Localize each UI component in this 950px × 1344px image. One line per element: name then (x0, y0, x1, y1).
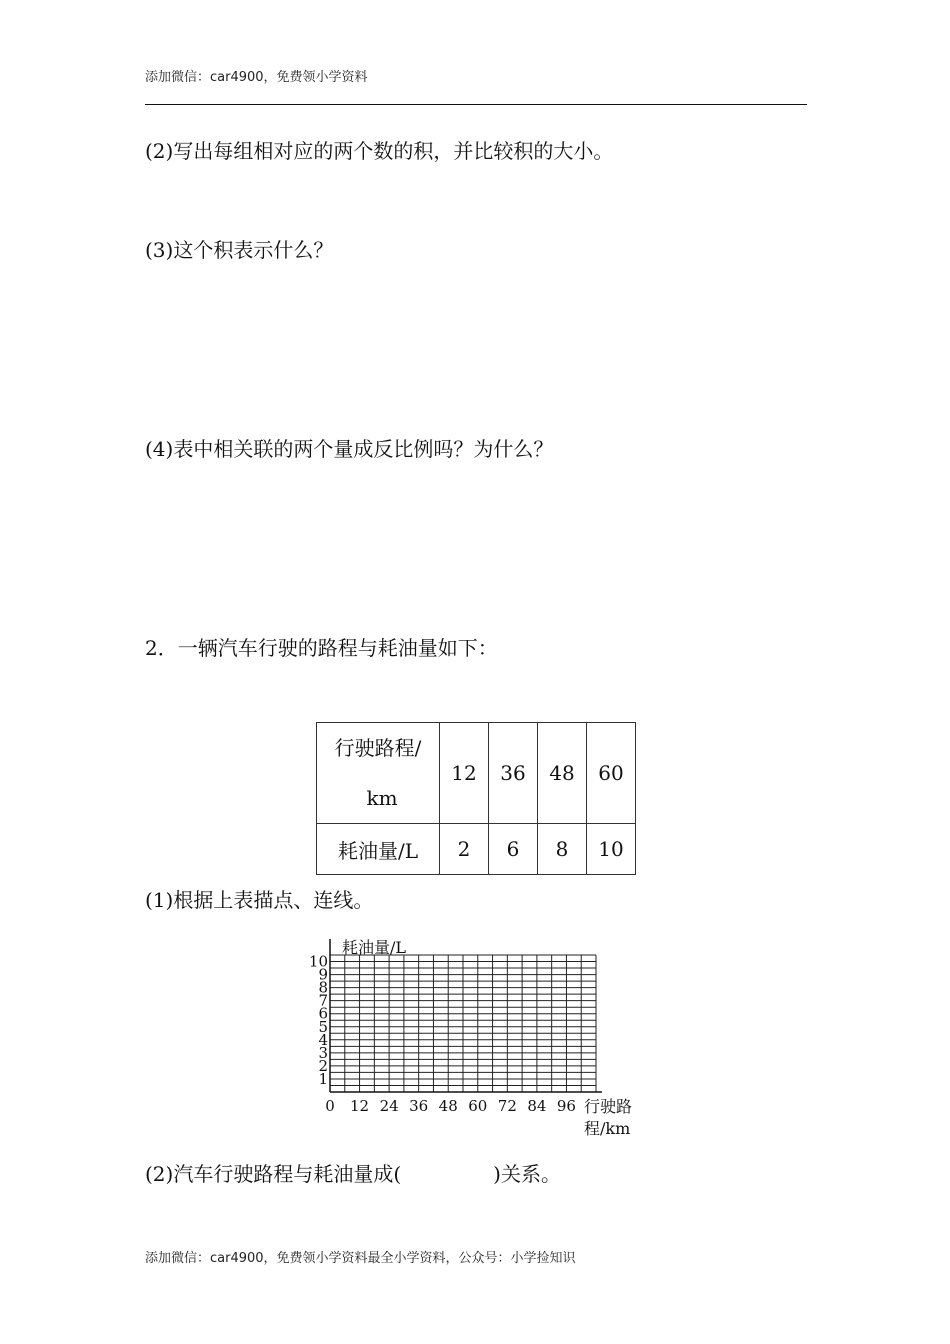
question-2-part-2-prefix: (2)汽车行驶路程与耗油量成( (145, 1162, 402, 1186)
page-footer: 添加微信：car4900，免费领小学资料最全小学资料，公众号：小学捡知识 (145, 1251, 576, 1266)
x-tick-label: 72 (497, 1097, 517, 1115)
y-tick-label: 6 (318, 1004, 328, 1023)
page-header: 添加微信：car4900，免费领小学资料 (145, 70, 368, 85)
table-cell: 60 (587, 723, 636, 824)
y-tick-label: 2 (318, 1056, 328, 1075)
table-cell: 12 (440, 723, 489, 824)
y-tick-label: 3 (318, 1043, 328, 1062)
question-2-part-1: (1)根据上表描点、连线。 (145, 888, 374, 912)
y-tick-label: 1 (318, 1069, 328, 1088)
table-cell: 48 (538, 723, 587, 824)
question-1-part-2: (2)写出每组相对应的两个数的积，并比较积的大小。 (145, 139, 614, 163)
x-tick-label: 12 (350, 1097, 370, 1115)
table-row-label-fuel: 耗油量/L (317, 824, 440, 875)
y-tick-label: 7 (318, 991, 328, 1010)
x-tick-label: 84 (527, 1097, 547, 1115)
x-tick-label: 24 (379, 1097, 399, 1115)
y-axis-label: 耗油量/L (342, 938, 407, 957)
table-cell: 8 (538, 824, 587, 875)
question-1-part-4: (4)表中相关联的两个量成反比例吗？为什么？ (145, 437, 554, 461)
x-axis-label-line1: 行驶路 (584, 1097, 633, 1116)
y-tick-label: 5 (318, 1017, 328, 1036)
table-row-label-distance (317, 723, 440, 824)
table-cell: 6 (489, 824, 538, 875)
header-divider (145, 104, 807, 105)
y-tick-label: 4 (318, 1030, 328, 1049)
plot-area (300, 915, 650, 1144)
distance-fuel-table (316, 722, 636, 875)
table-cell: 2 (440, 824, 489, 875)
table-row-fuel (317, 824, 636, 875)
table-cell: 10 (587, 824, 636, 875)
x-tick-label: 36 (409, 1097, 429, 1115)
y-tick-label: 8 (318, 978, 328, 997)
table-row-distance (317, 723, 636, 824)
x-axis-label-line2: 程/km (584, 1119, 631, 1138)
x-tick-label: 48 (438, 1097, 458, 1115)
table-cell: 36 (489, 723, 538, 824)
x-tick-label: 60 (468, 1097, 488, 1115)
y-tick-label: 9 (318, 965, 328, 984)
question-2-title: 2．一辆汽车行驶的路程与耗油量如下： (145, 636, 498, 660)
question-2-part-2 (145, 1162, 561, 1186)
question-1-part-3: (3)这个积表示什么？ (145, 238, 334, 262)
table-label-distance-line1: 行驶路程/ (334, 736, 422, 760)
origin-label: 0 (325, 1097, 335, 1115)
x-tick-label: 96 (556, 1097, 576, 1115)
table-label-distance-line2: km (366, 786, 398, 810)
y-tick-label: 10 (308, 952, 328, 971)
fuel-chart (300, 915, 650, 1140)
question-2-part-2-suffix: )关系。 (493, 1162, 561, 1186)
